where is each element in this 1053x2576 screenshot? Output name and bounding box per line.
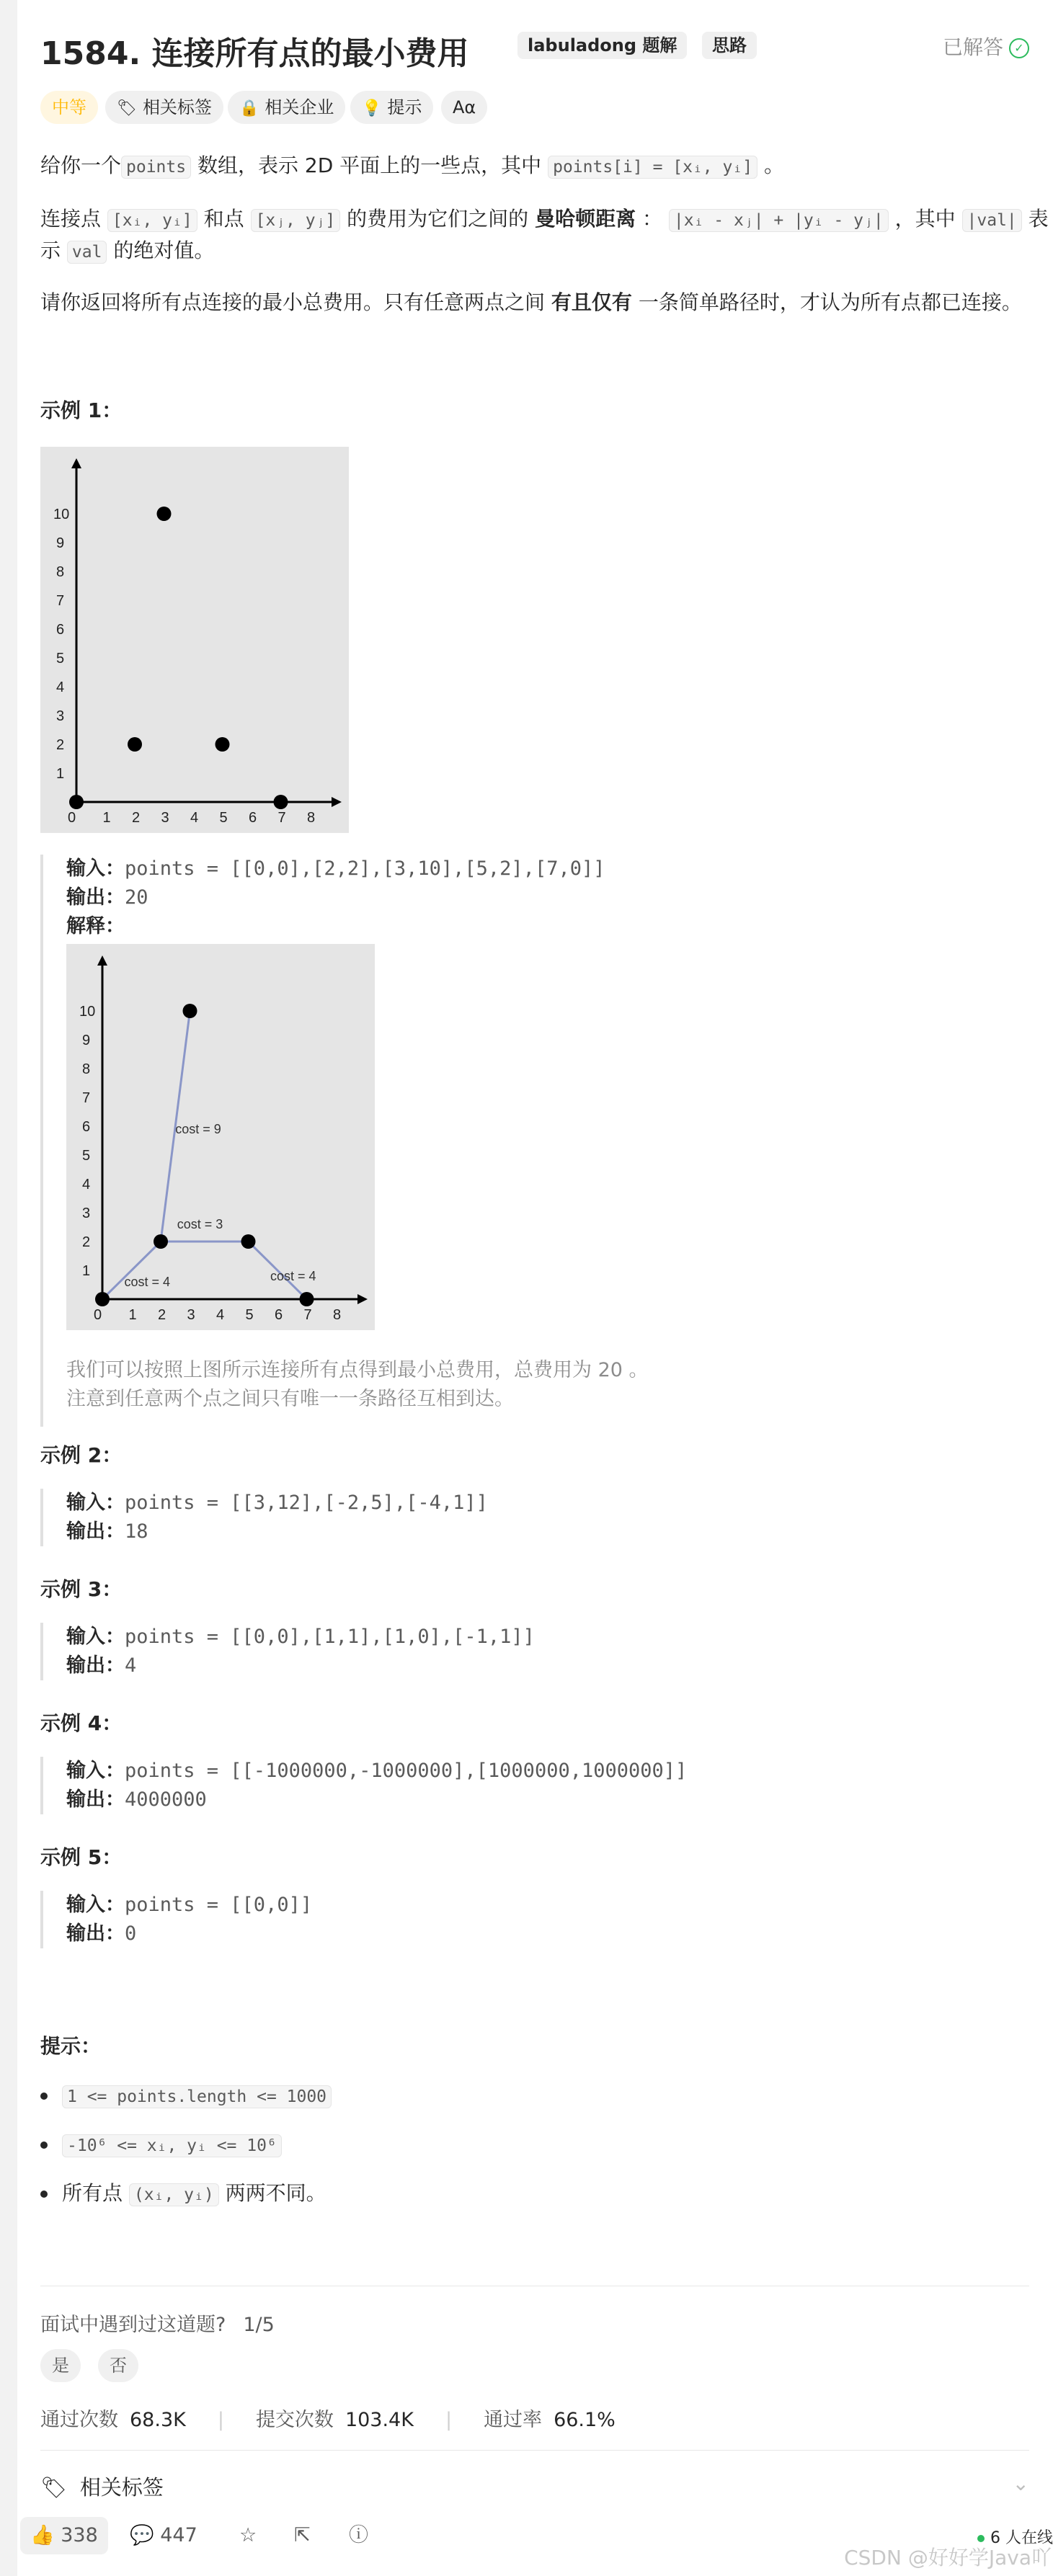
y-tick-label: 10	[53, 507, 70, 522]
bullet	[40, 2191, 48, 2198]
problem-title[interactable]: 1584. 连接所有点的最小费用	[40, 35, 469, 72]
y-tick-label: 5	[82, 1148, 91, 1164]
output-label: 输出：	[66, 1788, 125, 1811]
thumbs-up-icon: 👍	[30, 2524, 55, 2546]
interview-question-text: 面试中遇到过这道题?	[40, 2314, 226, 2336]
x-tick-label: 4	[216, 1307, 225, 1323]
accepted-value: 68.3K	[130, 2409, 186, 2431]
x-tick-label: 2	[132, 810, 141, 826]
text: ，其中	[888, 207, 962, 231]
inline-code: -10⁶ <= xᵢ, yᵢ <= 10⁶	[62, 2134, 282, 2157]
data-point	[241, 1234, 256, 1249]
idea-badge[interactable]: 思路	[702, 32, 757, 59]
y-tick-label: 1	[56, 766, 65, 782]
mst-edge	[102, 1242, 161, 1299]
x-axis-arrow-icon	[332, 797, 342, 807]
example-4-title: 示例 4：	[40, 1711, 123, 1735]
inline-code: points[i] = [xᵢ, yᵢ]	[548, 156, 757, 179]
y-tick-label: 1	[82, 1263, 91, 1279]
left-gutter	[0, 0, 17, 2576]
example-2-output	[66, 1517, 488, 1546]
related-tags-chip[interactable]	[105, 91, 223, 124]
x-tick-label: 1	[102, 810, 111, 826]
inline-code: |val|	[962, 209, 1022, 232]
font-size-chip[interactable]: Aα	[441, 91, 487, 124]
x-axis-arrow-icon	[357, 1294, 368, 1304]
example-1-figure	[40, 447, 349, 833]
example-2-input	[66, 1489, 488, 1517]
labuladong-solution-badge[interactable]: labuladong 题解	[517, 32, 687, 59]
input-label: 输入：	[66, 857, 125, 880]
example-3-block	[40, 1623, 535, 1680]
example-1-input	[66, 855, 649, 883]
y-tick-label: 6	[56, 622, 65, 638]
solved-status	[943, 32, 1029, 61]
y-tick-label: 2	[56, 737, 65, 753]
data-point	[69, 795, 84, 809]
text: 连接点	[40, 207, 107, 231]
input-label: 输入：	[66, 1626, 125, 1648]
interview-progress: 1/5	[243, 2314, 275, 2336]
interview-no-button[interactable]: 否	[98, 2349, 138, 2382]
input-value: points = [[0,0],[1,1],[1,0],[-1,1]]	[125, 1626, 535, 1648]
y-tick-label: 4	[82, 1177, 91, 1193]
text: 的绝对值。	[107, 239, 215, 262]
text: 表	[1021, 207, 1049, 231]
example-2-title: 示例 2：	[40, 1443, 123, 1467]
explain-text-2: 注意到任意两个点之间只有唯一一条路径互相到达。	[66, 1388, 514, 1410]
input-value: points = [[0,0]]	[125, 1894, 313, 1916]
output-value: 4	[125, 1654, 137, 1677]
star-icon: ☆	[239, 2524, 257, 2546]
tag-icon: 🏷	[117, 99, 137, 117]
comment-count: 447	[160, 2524, 197, 2546]
hint-label: 提示	[387, 97, 422, 117]
example-4-output	[66, 1786, 687, 1814]
example-1-output	[66, 883, 649, 912]
x-tick-label: 4	[190, 810, 199, 826]
desc-paragraph-1	[40, 150, 784, 183]
example-5-output	[66, 1920, 312, 1948]
cost-label: cost = 4	[270, 1269, 316, 1283]
submission-stats	[40, 2404, 647, 2432]
constraint-1	[40, 2080, 332, 2113]
lock-icon: 🔒	[239, 99, 259, 117]
lightbulb-icon: 💡	[362, 99, 382, 117]
stats-separator: |	[445, 2409, 453, 2431]
y-tick-label: 8	[56, 564, 65, 580]
share-button[interactable]	[294, 2517, 311, 2554]
text: 和点	[197, 207, 251, 231]
output-value: 0	[125, 1922, 137, 1945]
y-tick-label: 3	[82, 1205, 91, 1221]
input-value: points = [[0,0],[2,2],[3,10],[5,2],[7,0]]	[125, 857, 605, 880]
text: 一条简单路径时，才认为所有点都已连接。	[631, 290, 1022, 314]
cost-label: cost = 9	[175, 1122, 221, 1136]
x-tick-label: 8	[307, 810, 316, 826]
example-3-input	[66, 1623, 535, 1652]
text: 请你返回将所有点连接的最小总费用。只有任意两点之间	[40, 290, 551, 314]
example-2-block	[40, 1489, 488, 1546]
y-tick-label: 4	[56, 679, 65, 695]
chevron-down-icon[interactable]: ⌄	[1012, 2472, 1029, 2495]
desc-paragraph-2	[40, 203, 1049, 236]
online-dot-icon	[977, 2535, 985, 2542]
like-button[interactable]	[20, 2517, 108, 2554]
output-label: 输出：	[66, 886, 125, 909]
bullet	[40, 2142, 48, 2149]
help-button[interactable]	[349, 2517, 368, 2554]
related-companies-chip[interactable]	[228, 91, 345, 124]
data-point	[274, 795, 288, 809]
desc-paragraph-2-line-2	[40, 235, 214, 268]
text: 示	[40, 239, 67, 262]
related-tags-label: 相关标签	[142, 97, 212, 117]
input-value: points = [[-1000000,-1000000],[1000000,1000000]]	[125, 1760, 688, 1782]
solved-label: 已解答	[942, 35, 1003, 59]
x-tick-label: 3	[161, 810, 169, 826]
question-circle-icon: ⓘ	[349, 2524, 368, 2546]
difficulty-badge: 中等	[40, 91, 98, 124]
accepted-label: 通过次数	[40, 2409, 118, 2431]
x-tick-label: 3	[187, 1307, 195, 1323]
y-tick-label: 10	[79, 1004, 96, 1020]
like-count: 338	[61, 2524, 98, 2546]
inline-code: [xⱼ, yⱼ]	[251, 209, 341, 232]
data-point	[128, 737, 142, 752]
example-3-title: 示例 3：	[40, 1577, 123, 1601]
inline-code: 1 <= points.length <= 1000	[62, 2085, 332, 2108]
cost-label: cost = 4	[124, 1275, 171, 1289]
data-point	[183, 1004, 197, 1018]
favorite-button[interactable]	[239, 2517, 257, 2554]
bold-text: 有且仅有	[551, 290, 632, 314]
data-point	[154, 1234, 168, 1249]
output-label: 输出：	[66, 1520, 125, 1543]
inline-code: (xᵢ, yᵢ)	[129, 2183, 219, 2206]
example-1-title: 示例 1：	[40, 398, 123, 422]
example-1-explain	[66, 912, 649, 941]
y-tick-label: 3	[56, 708, 65, 724]
share-icon: ⇱	[294, 2524, 311, 2546]
y-axis-arrow-icon	[97, 955, 107, 966]
divider	[40, 2450, 1029, 2451]
y-tick-label: 5	[56, 651, 65, 667]
related-companies-label: 相关企业	[265, 97, 334, 117]
interview-question	[40, 2309, 275, 2337]
constraint-2	[40, 2129, 282, 2162]
x-tick-label: 0	[94, 1307, 102, 1323]
interview-yes-button[interactable]: 是	[40, 2349, 81, 2382]
submitted-value: 103.4K	[345, 2409, 414, 2431]
example-1-explain-figure	[66, 944, 375, 1330]
x-tick-label: 0	[68, 810, 76, 826]
x-tick-label: 7	[277, 810, 286, 826]
y-tick-label: 8	[82, 1061, 91, 1077]
comment-icon: 💬	[130, 2524, 154, 2546]
output-label: 输出：	[66, 1654, 125, 1677]
data-point	[216, 737, 230, 752]
text: 。	[757, 153, 784, 177]
constraints-title: 提示：	[40, 2034, 102, 2058]
tag-icon: 🏷	[40, 2475, 67, 2500]
text: 所有点	[62, 2181, 129, 2205]
cost-label: cost = 3	[177, 1217, 223, 1231]
desc-paragraph-3	[40, 287, 1022, 318]
data-point	[157, 507, 172, 521]
output-label: 输出：	[66, 1922, 125, 1945]
explain-label: 解释：	[66, 915, 125, 937]
example-1-explain-chart	[66, 944, 375, 1330]
stats-separator: |	[217, 2409, 224, 2431]
submitted-label: 提交次数	[255, 2409, 334, 2431]
output-value: 18	[125, 1520, 148, 1543]
y-tick-label: 6	[82, 1119, 91, 1135]
online-count-text: 6 人在线	[990, 2529, 1053, 2547]
text: 的费用为它们之间的	[340, 207, 536, 231]
acceptance-rate-label: 通过率	[484, 2409, 543, 2431]
output-value: 20	[125, 886, 148, 909]
y-tick-label: 7	[82, 1090, 91, 1106]
text: 数组，表示 2D 平面上的一些点，其中	[191, 153, 548, 177]
y-tick-label: 9	[82, 1033, 91, 1048]
acceptance-rate-value: 66.1%	[554, 2409, 616, 2431]
example-5-block	[40, 1891, 312, 1948]
x-tick-label: 6	[249, 810, 257, 826]
inline-code: [xᵢ, yᵢ]	[107, 209, 197, 232]
example-3-output	[66, 1652, 535, 1680]
example-5-input	[66, 1891, 312, 1920]
title-row	[40, 27, 1029, 72]
y-tick-label: 7	[56, 593, 65, 609]
y-axis-arrow-icon	[71, 458, 81, 468]
input-label: 输入：	[66, 1760, 125, 1782]
check-circle-icon: ✓	[1009, 38, 1029, 58]
bold-text: 曼哈顿距离	[535, 207, 636, 231]
x-tick-label: 5	[245, 1307, 254, 1323]
y-tick-label: 9	[56, 535, 65, 551]
input-label: 输入：	[66, 1894, 125, 1916]
x-tick-label: 2	[158, 1307, 166, 1323]
input-label: 输入：	[66, 1492, 125, 1514]
x-tick-label: 6	[275, 1307, 283, 1323]
comments-button[interactable]	[130, 2517, 197, 2554]
explain-text-1: 我们可以按照上图所示连接所有点得到最小总费用，总费用为 20 。	[66, 1359, 649, 1381]
x-tick-label: 1	[128, 1307, 137, 1323]
inline-code: val	[67, 241, 107, 264]
related-tags-title: 相关标签	[79, 2475, 164, 2500]
output-value: 4000000	[125, 1788, 207, 1811]
x-tick-label: 5	[219, 810, 228, 826]
x-tick-label: 7	[303, 1307, 312, 1323]
input-value: points = [[3,12],[-2,5],[-4,1]]	[125, 1492, 488, 1514]
related-tags-section[interactable]	[40, 2472, 164, 2501]
example-1-chart	[40, 447, 349, 833]
inline-code: points	[121, 156, 191, 179]
watermark: CSDN @好好学Java吖	[844, 2546, 1052, 2570]
text: 两两不同。	[218, 2181, 326, 2205]
inline-code: |xᵢ - xⱼ| + |yᵢ - yⱼ|	[669, 209, 889, 232]
hint-chip[interactable]	[350, 91, 433, 124]
example-1-block	[40, 855, 649, 1427]
example-5-title: 示例 5：	[40, 1845, 123, 1869]
y-tick-label: 2	[82, 1234, 91, 1250]
x-tick-label: 8	[333, 1307, 342, 1323]
example-4-input	[66, 1757, 687, 1786]
constraint-3	[40, 2178, 326, 2211]
data-point	[300, 1292, 314, 1306]
data-point	[95, 1292, 110, 1306]
bullet	[40, 2093, 48, 2100]
text: 给你一个	[40, 153, 122, 177]
example-4-block	[40, 1757, 687, 1814]
text: ：	[636, 207, 669, 231]
